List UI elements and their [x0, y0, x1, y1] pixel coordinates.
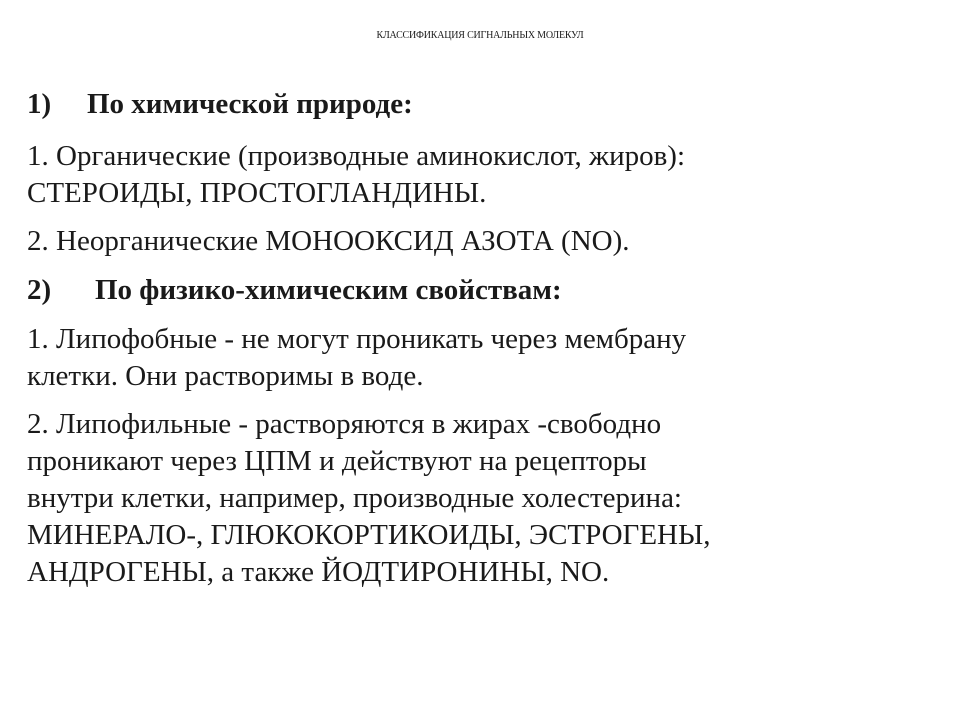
- section-2-item-2-line-1: 2. Липофильные - растворяются в жирах -свободно: [27, 408, 662, 440]
- section-2-item-2-line-3: внутри клетки, например, производные холестерина:: [27, 482, 682, 514]
- section-1-item-2-line-1: 2. Неорганические МОНООКСИД АЗОТА (NO).: [27, 225, 630, 257]
- section-2-item-2-line-2: проникают через ЦПМ и действуют на рецепторы: [27, 445, 647, 477]
- section-1-item-1: [27, 138, 937, 212]
- section-2-number: 2): [27, 274, 52, 306]
- section-1-item-1-line-2: СТЕРОИДЫ, ПРОСТОГЛАНДИНЫ.: [27, 177, 487, 209]
- section-2-item-1-line-1: 1. Липофобные - не могут проникать через мембрану: [27, 323, 687, 355]
- section-1-item-2: [27, 223, 937, 260]
- slide-content: [27, 84, 937, 591]
- section-1-heading-text: По химической природе:: [87, 88, 413, 120]
- section-2-heading-text: По физико-химическим свойствам:: [95, 274, 562, 306]
- section-2-item-2: [27, 406, 937, 591]
- section-2-item-2-line-4: МИНЕРАЛО-, ГЛЮКОКОРТИКОИДЫ, ЭСТРОГЕНЫ,: [27, 519, 711, 551]
- section-1-item-1-line-1: 1. Органические (производные аминокислот, жиров):: [27, 140, 686, 172]
- section-1-heading: [27, 84, 937, 124]
- section-1-number: 1): [27, 88, 52, 120]
- section-2-item-1: [27, 321, 937, 395]
- section-2-item-2-line-5: АНДРОГЕНЫ, а также ЙОДТИРОНИНЫ, NO.: [27, 556, 610, 588]
- slide-title: КЛАССИФИКАЦИЯ СИГНАЛЬНЫХ МОЛЕКУЛ: [376, 30, 584, 41]
- section-2-item-1-line-2: клетки. Они растворимы в воде.: [27, 360, 424, 392]
- section-2-heading: [27, 270, 937, 310]
